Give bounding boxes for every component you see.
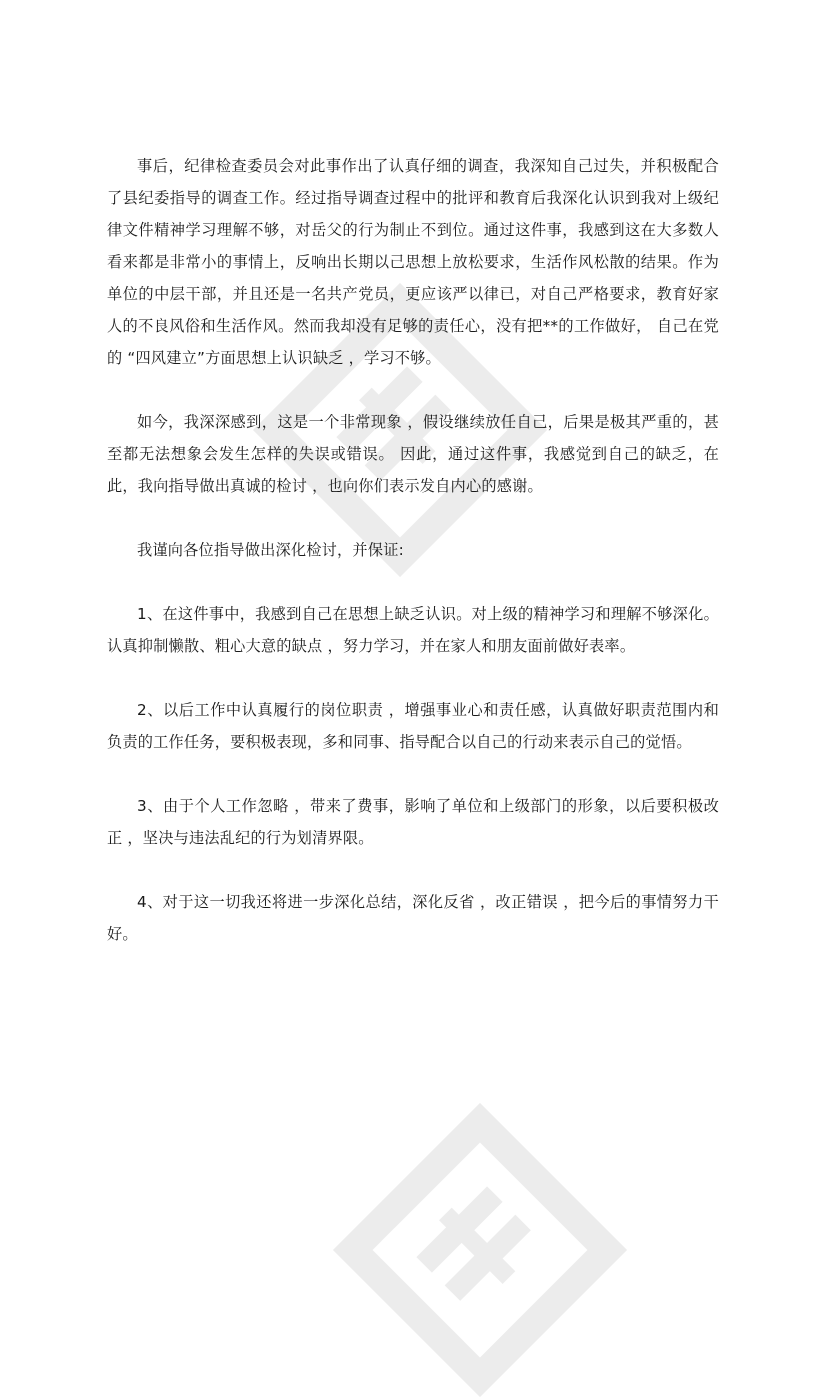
- document-body: [107, 150, 719, 950]
- pledge-item-3: 3、由于个人工作忽略 ，带来了费事，影响了单位和上级部门的形象，以后要积极改正 ，坚决与违法乱纪的行为划清界限。: [107, 797, 719, 847]
- watermark-logo-icon: [330, 1100, 630, 1400]
- pledge-item-1: 1、在这件事中，我感到自己在思想上缺乏认识。对上级的精神学习和理解不够深化。认真抑制懒散、粗心大意的缺点 ，努力学习，并在家人和朋友面前做好表率。: [107, 605, 719, 655]
- paragraph-pledge-intro: 我谨向各位指导做出深化检讨，并保证:: [137, 541, 404, 559]
- pledge-item-2: 2、以后工作中认真履行的岗位职责 ，增强事业心和责任感，认真做好职责范围内和负责的工作任务，要积极表现，多和同事、指导配合以自己的行动来表示自己的觉悟。: [107, 701, 719, 751]
- paragraph-incident: 事后，纪律检查委员会对此事作出了认真仔细的调查，我深知自己过失，并积极配合了县纪委指导的调查工作。经过指导调查过程中的批评和教育后我深化认识到我对上级纪律文件精神学习理解不够，对岳父的行为制止不到位。通过这件事，我感到这在大多数人看来都是非常小的事情上，反响出长期以己思想上放松要求，生活作风松散的结果。作为单位的中层干部，并且还是一名共产党员，更应该严以律已，对自己严格要求，教育好家人的不良风俗和生活作风。然而我却没有足够的责任心，没有把**的工作做好， 自己在党的 “四风建立”方面思想上认识缺乏 ，学习不够。: [107, 157, 719, 367]
- paragraph-reflection: 如今，我深深感到，这是一个非常现象 ，假设继续放任自己，后果是极其严重的，甚至都无法想象会发生怎样的失误或错误。 因此，通过这件事，我感觉到自己的缺乏，在此，我向指导做出真诚的检讨 ，也向你们表示发自内心的感谢。: [107, 413, 719, 495]
- pledge-item-4: 4、对于这一切我还将进一步深化总结，深化反省 ，改正错误 ，把今后的事情努力干好。: [107, 893, 719, 943]
